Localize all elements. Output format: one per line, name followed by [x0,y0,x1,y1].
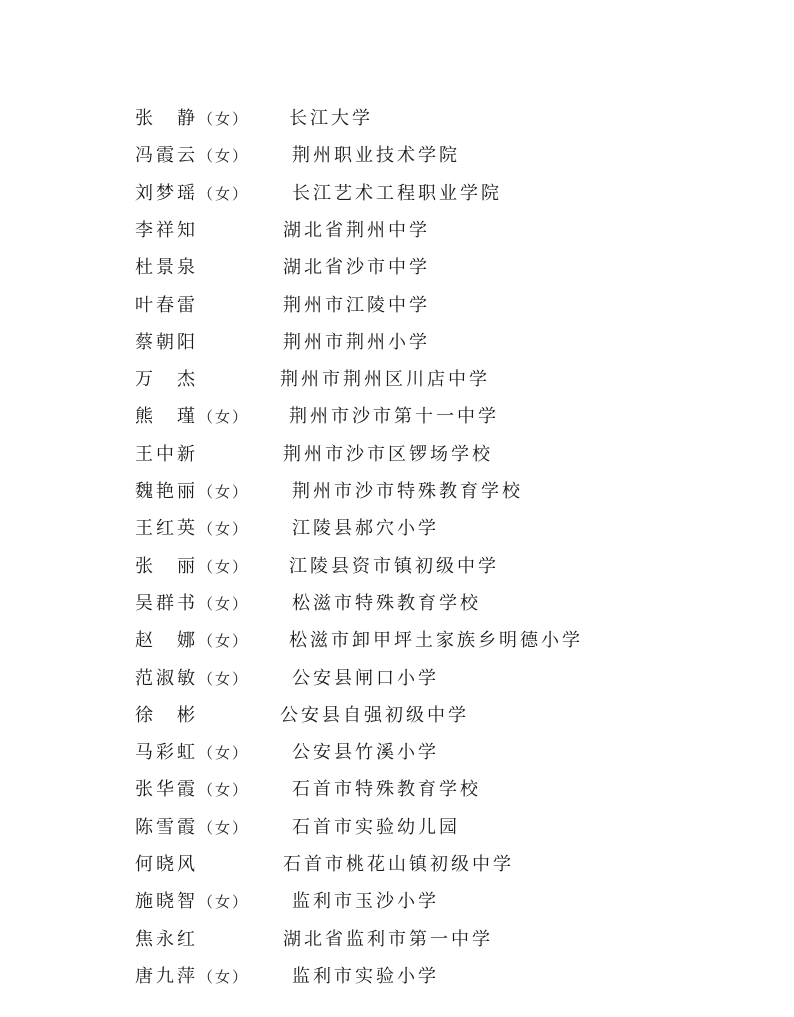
school-name: 湖北省荆州中学 [283,219,430,241]
school-name: 石首市实验幼儿园 [292,816,460,838]
gender-note: （女） [198,184,250,203]
person-name [135,737,249,769]
person-name-text: 冯霞云 [135,145,198,167]
person-name [135,551,249,583]
list-item [0,476,794,508]
person-name [135,886,249,918]
person-name [135,849,198,881]
school-name: 监利市玉沙小学 [292,891,439,913]
school-name: 荆州市沙市区锣场学校 [283,443,493,465]
school-name: 石首市特殊教育学校 [292,779,481,801]
person-name [135,700,198,732]
person-name-text: 张 静 [135,108,198,129]
school-name: 荆州市荆州区川店中学 [280,369,490,391]
school-name: 公安县闸口小学 [292,667,439,689]
gender-note: （女） [198,520,250,539]
person-name-text: 王红英 [135,518,198,540]
person-name-text: 刘梦瑶 [135,182,198,204]
gender-note: （女） [198,744,250,763]
school-name: 长江艺术工程职业学院 [292,182,502,204]
gender-note: （女） [198,818,250,837]
person-name-text: 何晓风 [135,854,198,875]
school-name: 荆州市江陵中学 [283,294,430,316]
person-name-text: 李祥知 [135,219,198,241]
person-name [135,961,249,993]
gender-note: （女） [198,781,250,800]
list-item [0,327,794,359]
person-name-text: 张华霞 [135,779,198,801]
gender-note: （女） [198,594,250,613]
gender-note: （女） [198,632,250,651]
person-name-text: 焦永红 [135,928,198,950]
person-name [135,103,249,135]
person-name [135,140,249,172]
person-name [135,252,198,284]
school-name: 松滋市特殊教育学校 [292,592,481,614]
person-name-text: 吴群书 [135,592,198,614]
school-name: 荆州市沙市第十一中学 [289,406,499,428]
school-name: 长江大学 [289,108,373,129]
person-name [135,663,249,695]
list-item [0,364,794,396]
person-name-text: 蔡朝阳 [135,331,198,353]
list-item [0,663,794,695]
gender-note: （女） [198,408,250,427]
gender-note: （女） [198,893,250,912]
person-name [135,215,198,247]
gender-note: （女） [198,967,250,986]
person-name-text: 熊 瑾 [135,406,198,428]
list-item [0,178,794,210]
list-item [0,961,794,993]
person-name-text: 张 丽 [135,555,198,577]
list-item [0,215,794,247]
list-item [0,401,794,433]
gender-note: （女） [198,110,250,128]
list-item [0,924,794,956]
person-name-text: 马彩虹 [135,742,198,764]
person-name [135,290,198,322]
gender-note: （女） [198,147,250,166]
school-name: 荆州职业技术学院 [292,145,460,167]
list-item [0,737,794,769]
school-name: 公安县自强初级中学 [280,704,469,726]
person-name-text: 万 杰 [135,369,198,391]
person-name [135,178,249,210]
person-name-text: 赵 娜 [135,630,198,652]
person-name [135,364,198,396]
person-name-text: 王中新 [135,443,198,465]
list-item [0,849,794,881]
school-name: 湖北省沙市中学 [283,257,430,279]
list-item [0,290,794,322]
gender-note: （女） [198,483,250,501]
person-name-text: 杜景泉 [135,257,198,279]
school-name: 荆州市沙市特殊教育学校 [292,481,523,502]
list-item [0,886,794,918]
person-name [135,924,198,956]
person-name-text: 范淑敏 [135,667,198,689]
person-name [135,439,198,471]
school-name: 湖北省监利市第一中学 [283,928,493,950]
school-name: 监利市实验小学 [292,965,439,987]
list-item [0,551,794,583]
list-item [0,812,794,844]
school-name: 公安县竹溪小学 [292,742,439,764]
school-name: 松滋市卸甲坪土家族乡明德小学 [289,630,583,652]
school-name: 江陵县资市镇初级中学 [289,555,499,577]
person-name [135,476,249,508]
list-item [0,588,794,620]
list-item [0,700,794,732]
person-name [135,327,198,359]
person-name-text: 陈雪霞 [135,816,198,838]
person-name [135,401,249,433]
gender-note: （女） [198,557,250,576]
person-name [135,625,249,657]
list-item [0,103,794,135]
person-name-text: 徐 彬 [135,704,198,726]
person-name-text: 施晓智 [135,891,198,913]
gender-note: （女） [198,669,250,688]
list-item [0,140,794,172]
list-item [0,513,794,545]
school-name: 江陵县郝穴小学 [292,518,439,540]
list-item [0,252,794,284]
person-name-text: 叶春雷 [135,294,198,316]
list-item [0,774,794,806]
person-name [135,588,249,620]
person-name [135,812,249,844]
list-item [0,439,794,471]
person-name-text: 唐九萍 [135,965,198,987]
person-name [135,774,249,806]
school-name: 荆州市荆州小学 [283,331,430,353]
person-name [135,513,249,545]
school-name: 石首市桃花山镇初级中学 [283,854,514,875]
person-name-text: 魏艳丽 [135,481,198,502]
list-item [0,625,794,657]
